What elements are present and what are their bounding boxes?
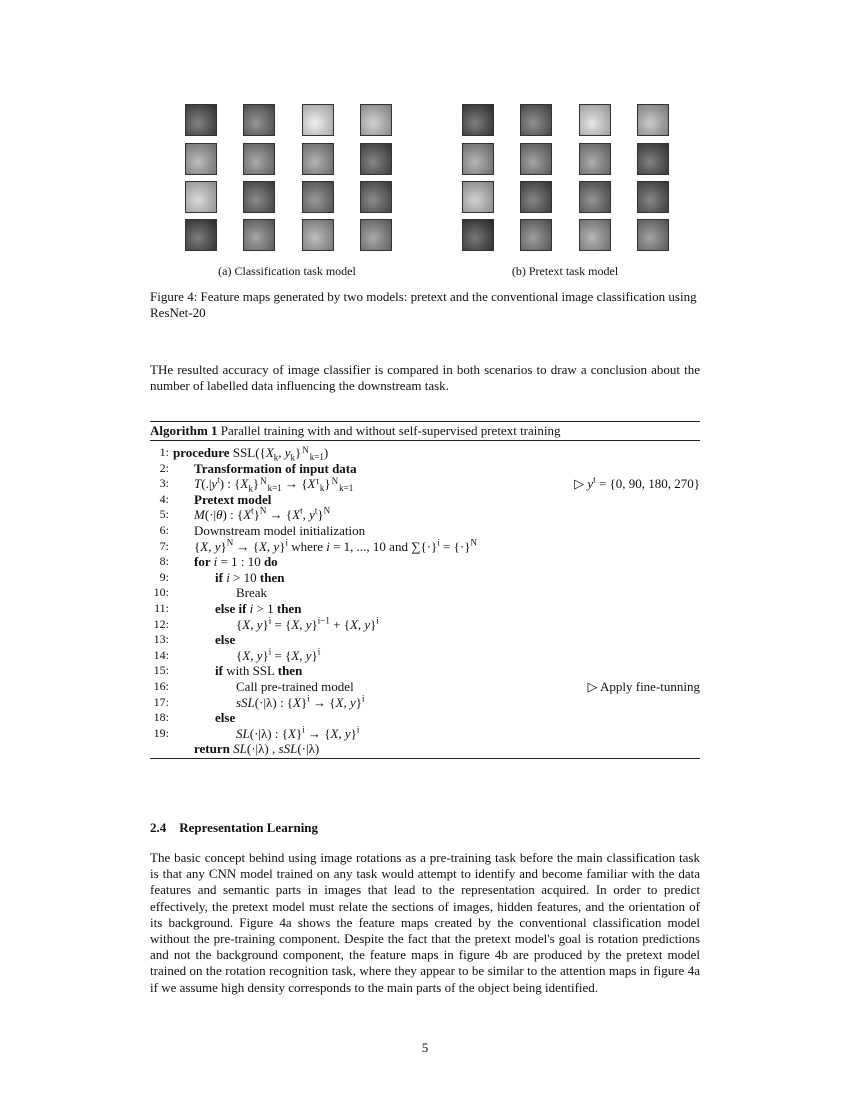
math: X, y <box>200 538 221 554</box>
keyword: Pretext model <box>194 491 272 507</box>
text: SSL({ <box>232 445 266 460</box>
line-number: 8: <box>159 554 169 569</box>
line-number: 1: <box>159 445 169 459</box>
math: N <box>259 506 267 517</box>
feature-map-tile <box>185 143 217 175</box>
math: i <box>361 693 365 704</box>
math: k <box>273 452 279 463</box>
line-number: 5: <box>159 507 169 522</box>
feature-map-tile <box>243 219 275 251</box>
text: → { <box>304 725 331 741</box>
keyword: if <box>215 663 227 679</box>
algorithm-line <box>150 741 700 756</box>
line-content <box>194 741 319 756</box>
text: } <box>262 616 269 632</box>
algorithm-line <box>150 617 700 632</box>
feature-map-tile <box>302 143 334 175</box>
algorithm-line <box>150 445 700 463</box>
math: i <box>213 554 218 570</box>
algorithm-line <box>150 585 700 600</box>
line-number: 16: <box>153 679 169 693</box>
algorithm-line <box>150 570 700 585</box>
text: } <box>370 616 377 632</box>
keyword: else <box>215 710 236 726</box>
text: ▷ Apply fine-tunning <box>587 679 700 694</box>
algorithm-line <box>150 474 700 494</box>
text: (.| <box>201 476 212 492</box>
algorithm-line <box>150 554 700 569</box>
paragraph: THe resulted accuracy of image classifier is compared in both scenarios to draw a conclusion about the number of labelled data influencing the downstream task. <box>150 362 700 394</box>
text: { <box>194 538 201 554</box>
text: → { <box>309 694 336 710</box>
math: i <box>437 537 440 548</box>
feature-map-tile <box>637 104 669 136</box>
line-content <box>236 585 267 600</box>
text: = { <box>271 647 292 663</box>
algorithm-label: Algorithm 1 <box>150 423 218 438</box>
math: X <box>292 507 301 523</box>
line-content <box>194 474 354 494</box>
text: } <box>355 694 362 710</box>
feature-map-tile <box>462 104 494 136</box>
line-content <box>215 601 301 616</box>
feature-map-tile <box>185 104 217 136</box>
algorithm-line <box>150 663 700 678</box>
text: = { <box>271 616 292 632</box>
text: (·|λ) <box>297 741 320 757</box>
text: → { <box>266 507 293 523</box>
text: → { <box>233 538 259 554</box>
text: with SSL <box>226 663 278 679</box>
line-number: 11: <box>154 601 169 615</box>
text: } <box>350 725 357 741</box>
math: i <box>226 569 230 585</box>
feature-map-tile <box>520 219 552 251</box>
feature-map-tile <box>360 181 392 213</box>
line-content <box>215 570 284 585</box>
math: t <box>300 506 303 517</box>
line-number: 18: <box>153 710 169 725</box>
section-title: Representation Learning <box>179 820 319 835</box>
math-superscript: N <box>302 445 309 455</box>
math: X, y <box>258 538 280 554</box>
algorithm-mid-rule <box>150 440 700 441</box>
math-subscript: k=1 <box>339 482 354 493</box>
algorithm-line <box>150 632 700 647</box>
line-content <box>215 663 302 678</box>
math: X, y <box>242 616 263 632</box>
math: t <box>314 506 318 517</box>
feature-map-tile <box>637 143 669 175</box>
math: i <box>268 615 272 626</box>
math: i <box>249 601 254 616</box>
feature-map-tile <box>243 143 275 175</box>
feature-map-tile <box>185 181 217 213</box>
math-superscript: N <box>331 476 339 487</box>
math: T <box>194 476 202 492</box>
math: X <box>287 725 296 741</box>
text: (·|λ) , <box>246 741 279 757</box>
text: (·|λ) : { <box>249 725 288 741</box>
keyword: for <box>194 554 214 570</box>
keyword: else <box>215 632 236 648</box>
subcaption-a: (a) Classification task model <box>218 264 356 278</box>
text: , <box>302 507 310 523</box>
math-subscript: k=1 <box>267 482 282 493</box>
feature-map-tile <box>243 104 275 136</box>
math <box>331 476 354 493</box>
line-content <box>236 648 320 663</box>
subcaption-b: (b) Pretext task model <box>511 264 619 278</box>
line-number: 12: <box>153 616 169 631</box>
math: X <box>240 476 249 492</box>
feature-map-tile <box>302 104 334 136</box>
line-content <box>215 710 235 725</box>
text: , <box>278 445 285 460</box>
math: X <box>243 507 252 523</box>
feature-map-tile <box>637 219 669 251</box>
feature-map-tile <box>243 181 275 213</box>
section-body: The basic concept behind using image rotations as a pre-training task before the main classification task is that any CNN model trained on any task would attempt to identify and become familiar with the data features and semantic parts in images that lead to the representation acquired. In order to predict effectively, the pretext model must relate the sections of images, hidden features, and the orientation of its background. Figure 4a shows the feature maps created by the conventional classification model without the pre-training component. Despite the fact that the pretext model's goal is rotation predictions and not the background component, the feature maps in figure 4b are produced by the pretext model trained on the rotation recognition task, where they appear to be similar to the attention maps in figure 4a if we assume high density corresponds to the main parts of the object being identified. <box>150 850 700 995</box>
feature-map-tile <box>360 104 392 136</box>
math: X <box>307 476 316 492</box>
keyword: return <box>194 741 234 757</box>
feature-map-tile <box>579 104 611 136</box>
text: { <box>236 616 243 632</box>
algorithm-line <box>150 461 700 476</box>
feature-map-tile <box>302 181 334 213</box>
math: i−1 <box>317 615 330 626</box>
text: } <box>295 445 302 460</box>
text: > 1 <box>253 601 277 616</box>
text: } <box>252 476 260 492</box>
line-number: 17: <box>153 694 169 709</box>
math: X <box>265 445 274 460</box>
math: y <box>309 507 315 523</box>
feature-map-tile <box>637 181 669 213</box>
math: i <box>356 724 360 735</box>
feature-map-tile <box>360 143 392 175</box>
math: N <box>470 537 477 548</box>
feature-map-tile <box>302 219 334 251</box>
text: = 1 : 10 <box>217 554 264 570</box>
line-number: 4: <box>159 491 169 506</box>
math: y <box>284 445 291 460</box>
math: i <box>302 724 305 735</box>
line-number: 3: <box>159 476 169 491</box>
algorithm-title: Parallel training with and without self-supervised pretext training <box>220 423 561 438</box>
math: N <box>226 537 234 548</box>
text: ▷ <box>574 476 588 492</box>
math: k <box>248 483 253 494</box>
keyword: then <box>276 601 302 616</box>
math: y <box>211 476 218 492</box>
page-number: 5 <box>421 1040 429 1055</box>
text: Call pre-trained model <box>236 679 354 694</box>
math <box>302 445 324 462</box>
keyword: then <box>277 663 303 679</box>
text: ) : { <box>222 507 244 523</box>
math: t <box>593 474 596 485</box>
text: = {·} <box>439 538 471 554</box>
math: SL <box>233 741 247 757</box>
math: sSL <box>236 694 255 710</box>
line-content <box>215 632 235 647</box>
text: } <box>279 538 286 554</box>
line-number: 6: <box>159 523 169 537</box>
math: t <box>251 506 254 517</box>
math: X, y <box>291 647 312 663</box>
text: { <box>236 647 243 663</box>
math: X, y <box>291 616 312 632</box>
feature-map-tile <box>579 143 611 175</box>
text: } <box>317 507 324 523</box>
math: i <box>326 538 330 554</box>
line-number: 13: <box>153 632 169 647</box>
text: → { <box>281 476 308 492</box>
algorithm-bottom-rule <box>150 758 700 759</box>
line-content <box>194 539 477 554</box>
math-superscript: N <box>260 476 267 487</box>
algorithm-line <box>150 679 700 694</box>
section-heading <box>150 820 318 836</box>
feature-map-tile <box>579 181 611 213</box>
line-content <box>173 445 329 463</box>
text: ) : { <box>219 476 241 492</box>
math: X, y <box>335 694 356 710</box>
algorithm-line <box>150 710 700 725</box>
text: } <box>301 694 308 710</box>
text: where <box>287 538 327 554</box>
math: X, y <box>349 616 371 632</box>
keyword: if <box>215 569 227 585</box>
feature-map-tile <box>462 181 494 213</box>
keyword: Transformation of input data <box>194 460 357 476</box>
section-number: 2.4 <box>150 820 167 835</box>
algorithm-line <box>150 648 700 663</box>
algorithm-line <box>150 539 700 554</box>
algorithm-caption <box>150 423 561 438</box>
algorithm-line <box>150 726 700 741</box>
line-comment <box>574 476 700 491</box>
line-content <box>236 679 354 694</box>
math: y <box>587 476 594 492</box>
line-number: 2: <box>159 460 169 475</box>
line-content <box>194 461 357 476</box>
math: M <box>194 507 205 523</box>
text: (·| <box>204 507 217 523</box>
feature-map-tile <box>462 219 494 251</box>
math: i <box>285 537 288 548</box>
math: t <box>217 474 220 485</box>
text: (·|λ) : { <box>254 694 294 710</box>
feature-map-tile <box>520 104 552 136</box>
feature-map-tile <box>520 181 552 213</box>
text: = 1, ..., 10 and ∑{·} <box>329 538 438 554</box>
algorithm-line <box>150 523 700 538</box>
line-comment <box>587 679 700 694</box>
math-superscript: t <box>316 476 319 487</box>
algorithm-line <box>150 492 700 507</box>
math: i <box>268 646 272 657</box>
text: } <box>253 507 260 523</box>
math: i <box>307 693 310 704</box>
text: Break <box>236 585 268 601</box>
feature-map-tile <box>185 219 217 251</box>
algorithm-line <box>150 695 700 710</box>
text: Downstream model initialization <box>194 523 366 538</box>
text: } <box>220 538 227 554</box>
feature-map-tile <box>579 219 611 251</box>
keyword: else if <box>215 601 250 616</box>
math <box>260 476 282 493</box>
math: X <box>293 694 301 710</box>
text: } <box>311 616 318 632</box>
math: N <box>323 506 331 517</box>
line-number: 10: <box>153 585 169 600</box>
line-number: 14: <box>153 647 169 662</box>
feature-map-tile <box>360 219 392 251</box>
line-content <box>236 695 365 710</box>
line-number: 19: <box>153 725 169 740</box>
feature-map-tile <box>462 143 494 175</box>
line-content <box>236 617 379 632</box>
line-number: 9: <box>159 569 169 584</box>
text: } <box>324 476 331 492</box>
math: i <box>376 615 379 626</box>
feature-map-tile <box>520 143 552 175</box>
math: i <box>317 646 321 657</box>
math: SL <box>236 725 250 741</box>
text: = {0, 90, 180, 270} <box>595 476 700 492</box>
line-number: 15: <box>153 663 169 678</box>
math: k <box>290 452 296 463</box>
line-number: 7: <box>159 538 169 553</box>
text: } <box>262 647 269 663</box>
line-content <box>194 554 278 569</box>
text: } <box>295 725 303 741</box>
text: } <box>311 647 318 663</box>
algorithm-line <box>150 507 700 522</box>
math: X, y <box>330 725 351 741</box>
math: θ <box>216 507 223 523</box>
keyword: procedure <box>173 445 233 460</box>
algorithm-line <box>150 601 700 616</box>
keyword: do <box>263 554 278 570</box>
text: > 10 <box>229 569 260 585</box>
keyword: then <box>259 569 285 585</box>
line-content <box>236 726 359 741</box>
text: ) <box>323 445 329 460</box>
line-content <box>194 492 271 507</box>
line-content <box>194 507 330 522</box>
figure-caption: Figure 4: Feature maps generated by two models: pretext and the conventional image classification using ResNet-20 <box>150 289 697 320</box>
math: X, y <box>242 647 263 663</box>
math: sSL <box>278 741 298 757</box>
line-content <box>194 523 365 538</box>
math-subscript: k <box>319 482 325 493</box>
text: + { <box>329 616 350 632</box>
math-subscript: k=1 <box>309 451 324 462</box>
